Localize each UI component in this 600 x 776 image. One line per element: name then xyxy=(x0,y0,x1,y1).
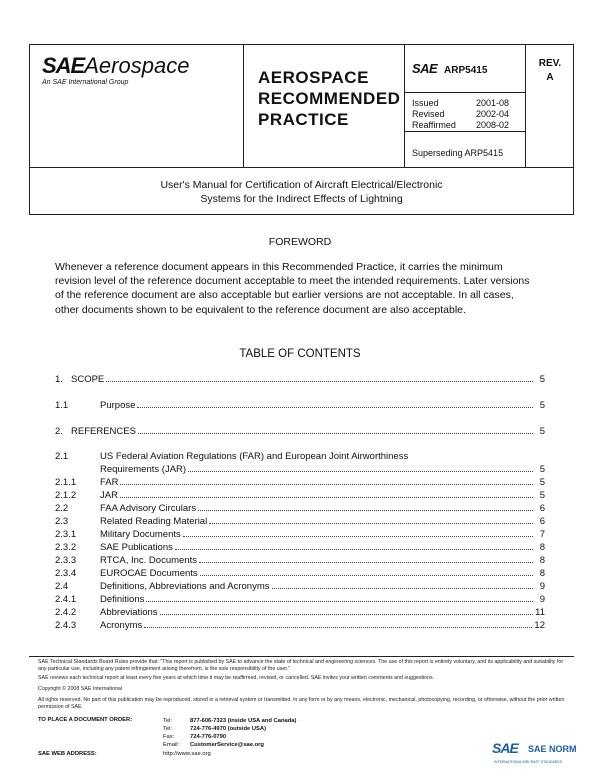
footer-copyright: Copyright © 2008 SAE International xyxy=(38,686,122,692)
title-line-1: User's Manual for Certification of Aircraft Electrical/Electronic xyxy=(160,179,443,191)
contact-row: Email: CustomerService@sae.org xyxy=(163,742,264,748)
toc-entry[interactable]: 2.3 Related Reading Material 6 xyxy=(55,516,545,527)
foreword-heading: FOREWORD xyxy=(268,236,332,248)
toc-entry[interactable]: 2.2 FAA Advisory Circulars 6 xyxy=(55,503,545,514)
toc-entry[interactable]: 2. REFERENCES 5 xyxy=(55,426,545,437)
toc-entry[interactable]: 2.4.3 Acronyms 12 xyxy=(55,620,545,631)
sae-norm-wordmark: SAE NORM xyxy=(528,744,577,754)
web-label: SAE WEB ADDRESS: xyxy=(38,751,97,757)
toc-entry[interactable]: 2.1.2 JAR 5 xyxy=(55,490,545,501)
footer-rules: SAE Technical Standards Board Rules provide that: "This report is published by SAE to advance the state of technical and engineering sciences. The use of this report is entirely voluntary, and its applicability and suitability for any particular use, including any patent infringement arising therefrom, is the sole responsibility of the user." xyxy=(38,659,564,672)
order-label: TO PLACE A DOCUMENT ORDER: xyxy=(38,717,133,723)
toc-entry[interactable]: 2.4 Definitions, Abbreviations and Acronyms 9 xyxy=(55,581,545,592)
toc-entry[interactable]: 2.4.1 Definitions 9 xyxy=(55,594,545,605)
toc-entry[interactable]: 2.4.2 Abbreviations 11 xyxy=(55,607,545,618)
toc-heading: TABLE OF CONTENTS xyxy=(239,348,361,360)
sae-aerospace-logo xyxy=(42,53,189,79)
title-line-2: Systems for the Indirect Effects of Lightning xyxy=(200,193,403,205)
date-table xyxy=(412,98,517,131)
foreword-body xyxy=(55,260,555,317)
footer-review: SAE reviews each technical report at least every five years at which time it may be reaffirmed, revised, or cancelled. SAE invites your written comments and suggestions. xyxy=(38,675,435,681)
document-type xyxy=(258,67,400,130)
toc-entry[interactable]: 1. SCOPE 5 xyxy=(55,374,545,385)
doc-type-line-1: AEROSPACE xyxy=(258,68,369,87)
date-row-reaffirmed: Reaffirmed 2008-02 xyxy=(412,120,509,130)
header-box xyxy=(29,44,574,168)
rev-label: REV. xyxy=(538,58,562,69)
revision-block xyxy=(525,57,575,85)
doc-type-line-2: RECOMMENDED xyxy=(258,89,401,108)
contact-row: Tel: 877-606-7323 (inside USA and Canada) xyxy=(163,718,297,724)
doc-type-line-3: PRACTICE xyxy=(258,110,349,129)
email-link[interactable]: CustomerService@sae.org xyxy=(190,742,264,748)
foreword-line: revision level of the reference document acceptable to meet the intended requirements. Later versions xyxy=(55,275,530,288)
toc-entry[interactable]: 2.3.4 EUROCAE Documents 8 xyxy=(55,568,545,579)
sae-norm-mark: SAE xyxy=(492,740,518,756)
contact-row: Fax: 724-776-0790 xyxy=(163,734,227,740)
sae-logo-mark: SAE xyxy=(42,53,85,78)
superseding-note: Superseding ARP5415 xyxy=(412,148,504,158)
foreword-line: Whenever a reference document appears in this Recommended Practice, it carries the minimum xyxy=(55,261,503,273)
web-link[interactable]: http://www.sae.org xyxy=(163,751,211,757)
aerospace-wordmark: Aerospace xyxy=(84,53,190,78)
foreword-line: other documents shown to be equivalent to the reference document are also acceptable. xyxy=(55,303,466,316)
logo-tagline: An SAE International Group xyxy=(42,79,129,86)
toc-entry[interactable]: 2.3.3 RTCA, Inc. Documents 8 xyxy=(55,555,545,566)
toc-entry[interactable]: 1.1 Purpose 5 xyxy=(55,400,545,411)
title-box xyxy=(29,168,574,215)
sae-norm-subtitle: INTERNATIONAL AIRCRAFT STANDARDS xyxy=(494,760,563,764)
contact-list xyxy=(163,717,296,749)
footer-rights: All rights reserved. No part of this publication may be reproduced, stored in a retrieval system or transmitted, in any form or by any means, electronic, mechanical, photocopying, recording, or otherwise, without the prior written permission of SAE. xyxy=(38,697,565,710)
toc-entry[interactable]: Requirements (JAR) 5 xyxy=(100,464,545,475)
foreword-line: of the reference document are also acceptable but earlier versions are not acceptable. In all cases, xyxy=(55,289,514,302)
contact-row: Tel: 724-776-4970 (outside USA) xyxy=(163,726,267,732)
document-number: ARP5415 xyxy=(444,65,488,76)
date-row-revised: Revised 2002-04 xyxy=(412,109,509,119)
toc-entry[interactable]: 2.3.2 SAE Publications 8 xyxy=(55,542,545,553)
document-title xyxy=(30,178,573,206)
sae-small-logo: SAE xyxy=(412,61,438,76)
toc-entry[interactable]: 2.3.1 Military Documents 7 xyxy=(55,529,545,540)
rev-value: A xyxy=(546,72,554,83)
footer-divider xyxy=(29,656,574,657)
toc-entry[interactable]: 2.1.1 FAR 5 xyxy=(55,477,545,488)
document-id xyxy=(412,61,487,76)
date-row-issued: Issued 2001-08 xyxy=(412,98,509,108)
toc-entry[interactable]: 2.1 US Federal Aviation Regulations (FAR) and European Joint Airworthiness xyxy=(55,451,409,462)
